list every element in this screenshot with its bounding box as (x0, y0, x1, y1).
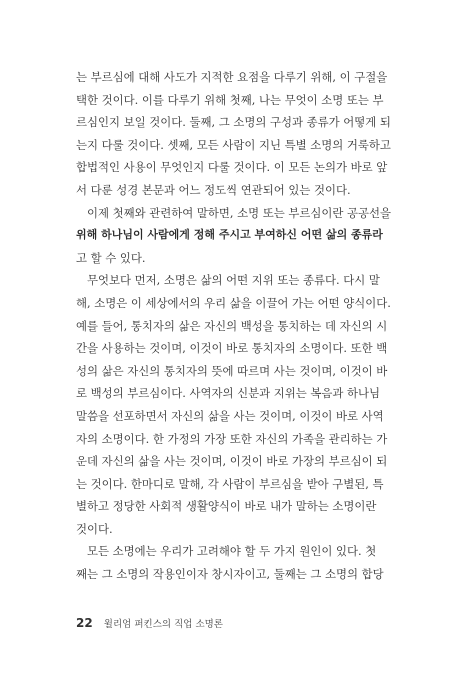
text-line: 서 다룬 성경 본문과 어느 정도씩 연관되어 있는 것이다. (76, 182, 351, 197)
text-line: 모든 소명에는 우리가 고려해야 할 두 가지 원인이 있다. 첫 (87, 544, 377, 559)
text-line: 합법적인 사용이 무엇인지 다룰 것이다. 이 모든 논의가 바로 앞 (76, 160, 388, 175)
text-line: 별하고 정당한 사회적 생활양식이 바로 내가 말하는 소명이란 (76, 499, 377, 514)
text-line: 자의 소명이다. 한 가정의 가장 또한 자신의 가족을 관리하는 가 (76, 431, 388, 446)
text-line: 성의 삶은 자신의 통치자의 뜻에 따르며 사는 것이며, 이것이 바 (76, 363, 388, 378)
page-number: 22 (76, 616, 93, 630)
text-line: 운데 자신의 삶을 사는 것이며, 이것이 바로 가장의 부르심이 되 (76, 454, 388, 469)
body-text (76, 66, 394, 586)
text-line: 고 할 수 있다. (76, 250, 146, 265)
running-title: 윌리엄 퍼킨스의 직업 소명론 (103, 619, 223, 630)
text-line: 로 백성의 부르심이다. 사역자의 신분과 지위는 복음과 하나님 (76, 386, 381, 401)
text-line: 것이다. (76, 521, 113, 536)
text-line: 택한 것이다. 이를 다루기 위해 첫째, 나는 무엇이 소명 또는 부 (76, 92, 384, 107)
text-line: 말씀을 선포하면서 자신의 삶을 사는 것이며, 이것이 바로 사역 (76, 408, 384, 423)
text-line: 르심인지 보일 것이다. 둘째, 그 소명의 구성과 종류가 어떻게 되 (76, 115, 391, 130)
text-line: 는 부르심에 대해 사도가 지적한 요점을 다루기 위해, 이 구절을 (76, 70, 388, 84)
text-line: 예를 들어, 통치자의 삶은 자신의 백성을 통치하는 데 자신의 시 (76, 318, 388, 333)
page-footer (76, 614, 223, 630)
text-line: 는 것이다. 한마디로 말해, 각 사람이 부르심을 받아 구별된, 특 (76, 476, 384, 491)
text-line: 이제 첫째와 관련하여 말하면, 소명 또는 부르심이란 공공선을 (87, 205, 392, 220)
text-line: 간을 사용하는 것이며, 이것이 바로 통치자의 소명이다. 또한 백 (76, 341, 388, 356)
text-line: 째는 그 소명의 작용인이자 창시자이고, 둘째는 그 소명의 합당 (76, 567, 384, 582)
text-line: 는지 다룰 것이다. 셋째, 모든 사람이 지닌 특별 소명의 거룩하고 (76, 137, 391, 152)
text-line: 무엇보다 먼저, 소명은 삶의 어떤 지위 또는 종류다. 다시 말 (87, 273, 380, 288)
text-line-emphasis: 위해 하나님이 사람에게 정해 주시고 부여하신 어떤 삶의 종류라 (76, 228, 383, 242)
text-line: 해, 소명은 이 세상에서의 우리 삶을 이끌어 가는 어떤 양식이다. (76, 295, 391, 310)
